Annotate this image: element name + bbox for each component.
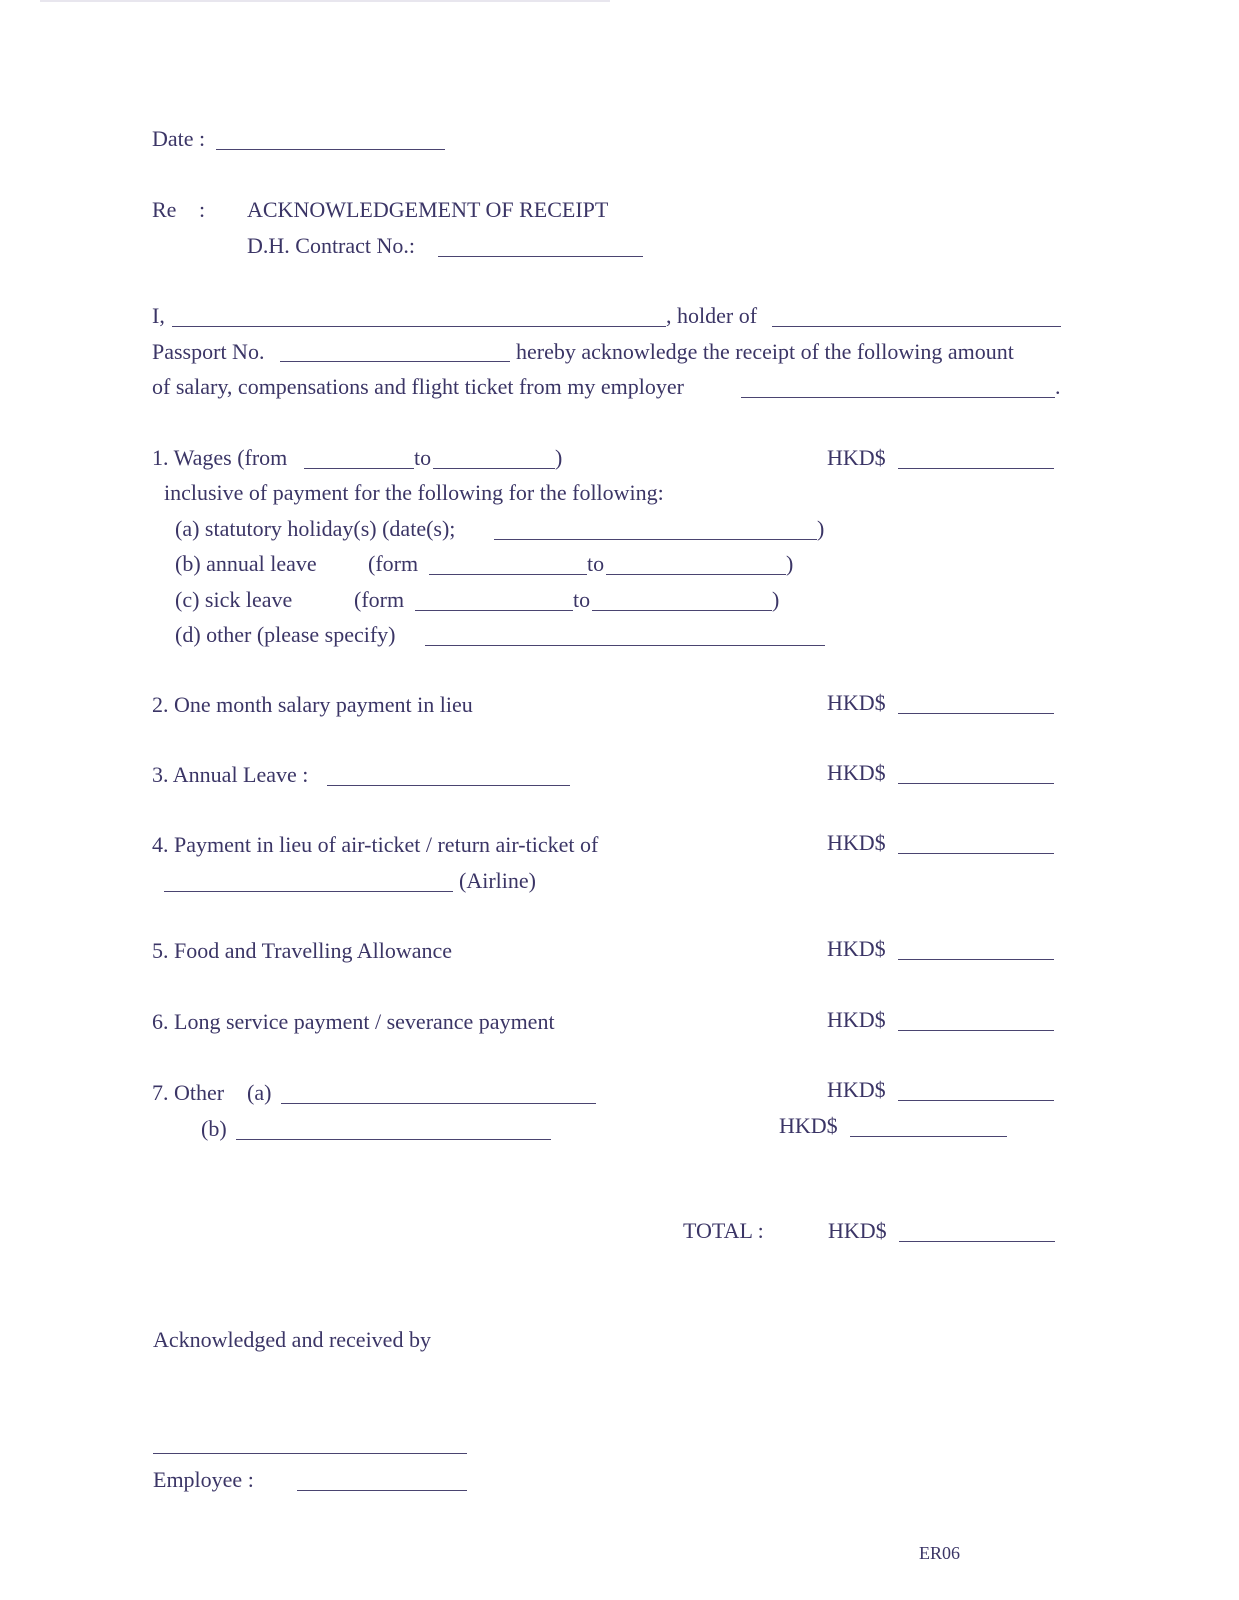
passport-number-field[interactable] xyxy=(280,361,510,362)
sub-c-to-label: to xyxy=(573,587,591,612)
item-6-amount-field[interactable] xyxy=(898,1030,1054,1031)
wages-from-field[interactable] xyxy=(304,468,414,469)
intro-line-3: of salary, compensations and flight ticket from my employer xyxy=(152,374,684,399)
item-1-wages-label: 1. Wages (from xyxy=(152,445,288,470)
item-3-label: 3. Annual Leave : xyxy=(152,762,309,787)
contract-number-field[interactable] xyxy=(438,256,643,257)
item-4-amount-field[interactable] xyxy=(898,853,1054,854)
passport-label: Passport No. xyxy=(152,339,265,364)
item-7a-label: (a) xyxy=(247,1080,272,1105)
re-colon: : xyxy=(199,197,206,222)
sub-a-close-paren: ) xyxy=(817,516,825,541)
date-label: Date : xyxy=(152,126,206,151)
total-amount-field[interactable] xyxy=(899,1241,1055,1242)
item-7b-label: (b) xyxy=(201,1116,227,1141)
other-specify-field[interactable] xyxy=(425,645,825,646)
intro-period: . xyxy=(1055,374,1061,399)
item-2-amount-field[interactable] xyxy=(898,713,1054,714)
sub-b-close-paren: ) xyxy=(786,551,794,576)
airline-label: (Airline) xyxy=(459,868,536,893)
item-6-label: 6. Long service payment / severance payment xyxy=(152,1009,555,1034)
i-label: I, xyxy=(152,303,165,328)
acknowledge-text: hereby acknowledge the receipt of the following amount xyxy=(516,339,1014,364)
item-2-currency: HKD$ xyxy=(827,690,886,715)
item-4-currency: HKD$ xyxy=(827,830,886,855)
sub-c-label: (c) sick leave xyxy=(175,587,293,612)
item-2-label: 2. One month salary payment in lieu xyxy=(152,692,473,717)
other-b-field[interactable] xyxy=(236,1139,551,1140)
item-1-amount-field[interactable] xyxy=(898,468,1054,469)
document-title: ACKNOWLEDGEMENT OF RECEIPT xyxy=(247,197,609,222)
total-currency: HKD$ xyxy=(828,1218,887,1243)
sub-c-close-paren: ) xyxy=(772,587,780,612)
wages-close-paren: ) xyxy=(555,445,563,470)
item-3-currency: HKD$ xyxy=(827,760,886,785)
employee-label: Employee : xyxy=(153,1467,254,1492)
holder-of-label: , holder of xyxy=(666,303,758,328)
item-3-amount-field[interactable] xyxy=(898,783,1054,784)
item-5-amount-field[interactable] xyxy=(898,959,1054,960)
sub-b-label: (b) annual leave xyxy=(175,551,317,576)
wages-to-field[interactable] xyxy=(433,468,555,469)
item-7a-amount-field[interactable] xyxy=(898,1100,1054,1101)
form-code: ER06 xyxy=(919,1543,961,1563)
annual-leave-field[interactable] xyxy=(327,785,570,786)
item-5-currency: HKD$ xyxy=(827,936,886,961)
item-7b-currency: HKD$ xyxy=(779,1113,838,1138)
date-field[interactable] xyxy=(216,149,445,150)
inclusive-text: inclusive of payment for the following for the following: xyxy=(164,480,664,505)
item-7b-amount-field[interactable] xyxy=(850,1136,1007,1137)
holder-of-field[interactable] xyxy=(772,326,1061,327)
item-5-label: 5. Food and Travelling Allowance xyxy=(152,938,453,963)
employee-name-footer-field[interactable] xyxy=(297,1490,467,1491)
signature-field[interactable] xyxy=(153,1453,467,1454)
item-6-currency: HKD$ xyxy=(827,1007,886,1032)
annual-leave-to-field[interactable] xyxy=(606,574,786,575)
total-label: TOTAL : xyxy=(683,1218,764,1243)
wages-to-label: to xyxy=(414,445,432,470)
statutory-holiday-field[interactable] xyxy=(494,539,817,540)
item-1-currency: HKD$ xyxy=(827,445,886,470)
scan-artifact-line xyxy=(40,0,610,2)
contract-label: D.H. Contract No.: xyxy=(247,233,416,258)
airline-field[interactable] xyxy=(164,891,453,892)
item-7-label: 7. Other xyxy=(152,1080,225,1105)
other-a-field[interactable] xyxy=(281,1103,596,1104)
annual-leave-from-field[interactable] xyxy=(429,574,587,575)
re-label: Re xyxy=(152,197,177,222)
sick-leave-to-field[interactable] xyxy=(592,610,772,611)
sub-b-from-label: (form xyxy=(368,551,419,576)
sub-d-label: (d) other (please specify) xyxy=(175,622,396,647)
employee-name-field[interactable] xyxy=(172,326,666,327)
sub-b-to-label: to xyxy=(587,551,605,576)
item-7a-currency: HKD$ xyxy=(827,1077,886,1102)
sub-c-from-label: (form xyxy=(354,587,405,612)
acknowledged-label: Acknowledged and received by xyxy=(153,1327,431,1352)
sub-a-label: (a) statutory holiday(s) (date(s); xyxy=(175,516,456,541)
item-4-label: 4. Payment in lieu of air-ticket / return air-ticket of xyxy=(152,832,599,857)
sick-leave-from-field[interactable] xyxy=(415,610,573,611)
employer-name-field[interactable] xyxy=(741,397,1055,398)
